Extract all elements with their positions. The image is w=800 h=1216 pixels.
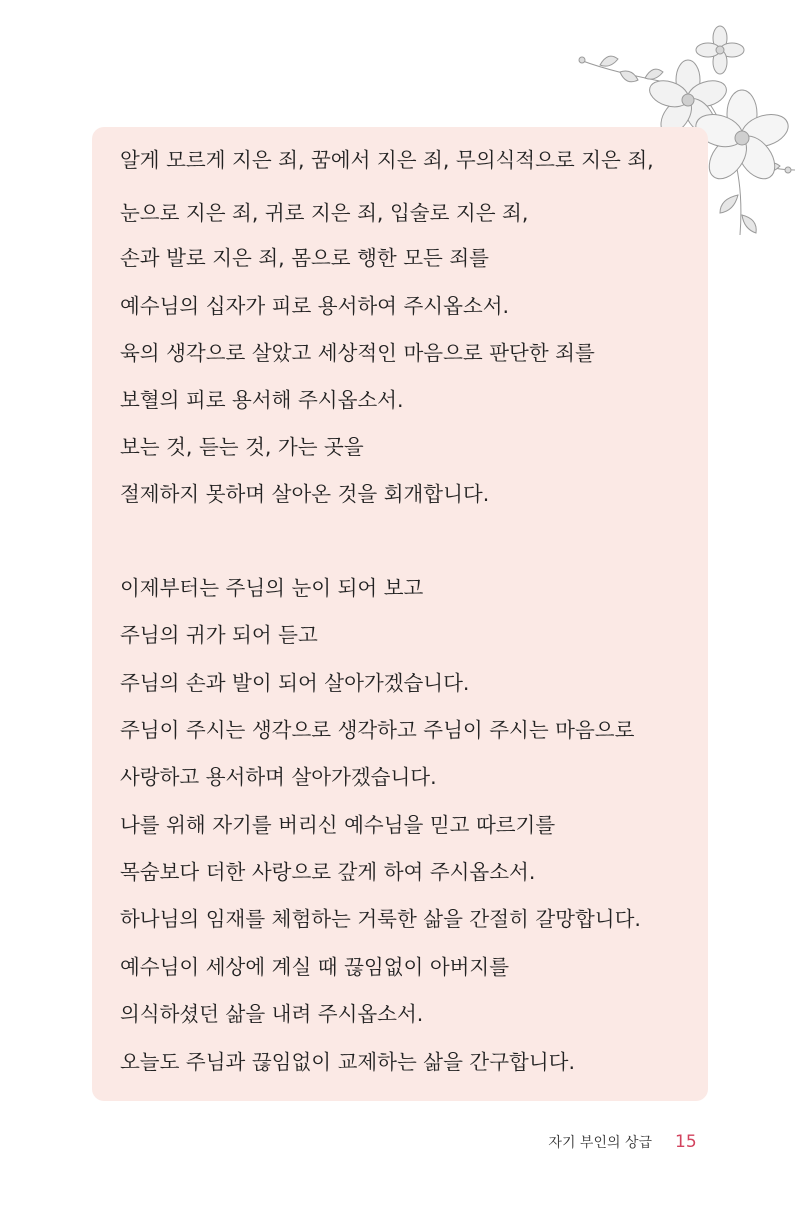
prayer-line: 이제부터는 주님의 눈이 되어 보고 [120, 576, 424, 600]
prayer-line: 보혈의 피로 용서해 주시옵소서. [120, 388, 404, 412]
prayer-line: 절제하지 못하며 살아온 것을 회개합니다. [120, 482, 490, 506]
prayer-line: 오늘도 주님과 끊임없이 교제하는 삶을 간구합니다. [120, 1050, 575, 1074]
prayer-line: 예수님의 십자가 피로 용서하여 주시옵소서. [120, 294, 510, 318]
prayer-line: 목숨보다 더한 사랑으로 갚게 하여 주시옵소서. [120, 860, 536, 884]
prayer-line: 손과 발로 지은 죄, 몸으로 행한 모든 죄를 [120, 246, 489, 270]
prayer-line: 주님의 손과 발이 되어 살아가겠습니다. [120, 671, 470, 695]
running-footer-title: 자기 부인의 상급 [548, 1135, 652, 1151]
prayer-line: 눈으로 지은 죄, 귀로 지은 죄, 입술로 지은 죄, [120, 201, 529, 225]
prayer-line: 나를 위해 자기를 버리신 예수님을 믿고 따르기를 [120, 813, 556, 837]
prayer-line: 알게 모르게 지은 죄, 꿈에서 지은 죄, 무의식적으로 지은 죄, [120, 148, 654, 172]
prayer-line: 사랑하고 용서하며 살아가겠습니다. [120, 765, 437, 789]
prayer-line: 주님의 귀가 되어 듣고 [120, 623, 318, 647]
prayer-line: 육의 생각으로 살았고 세상적인 마음으로 판단한 죄를 [120, 341, 595, 365]
prayer-line: 의식하셨던 삶을 내려 주시옵소서. [120, 1002, 424, 1026]
prayer-line: 보는 것, 듣는 것, 가는 곳을 [120, 435, 364, 459]
prayer-line: 예수님이 세상에 계실 때 끊임없이 아버지를 [120, 955, 510, 979]
page-number: 15 [675, 1132, 697, 1152]
prayer-line: 주님이 주시는 생각으로 생각하고 주님이 주시는 마음으로 [120, 718, 635, 742]
prayer-line: 하나님의 임재를 체험하는 거룩한 삶을 간절히 갈망합니다. [120, 907, 641, 931]
